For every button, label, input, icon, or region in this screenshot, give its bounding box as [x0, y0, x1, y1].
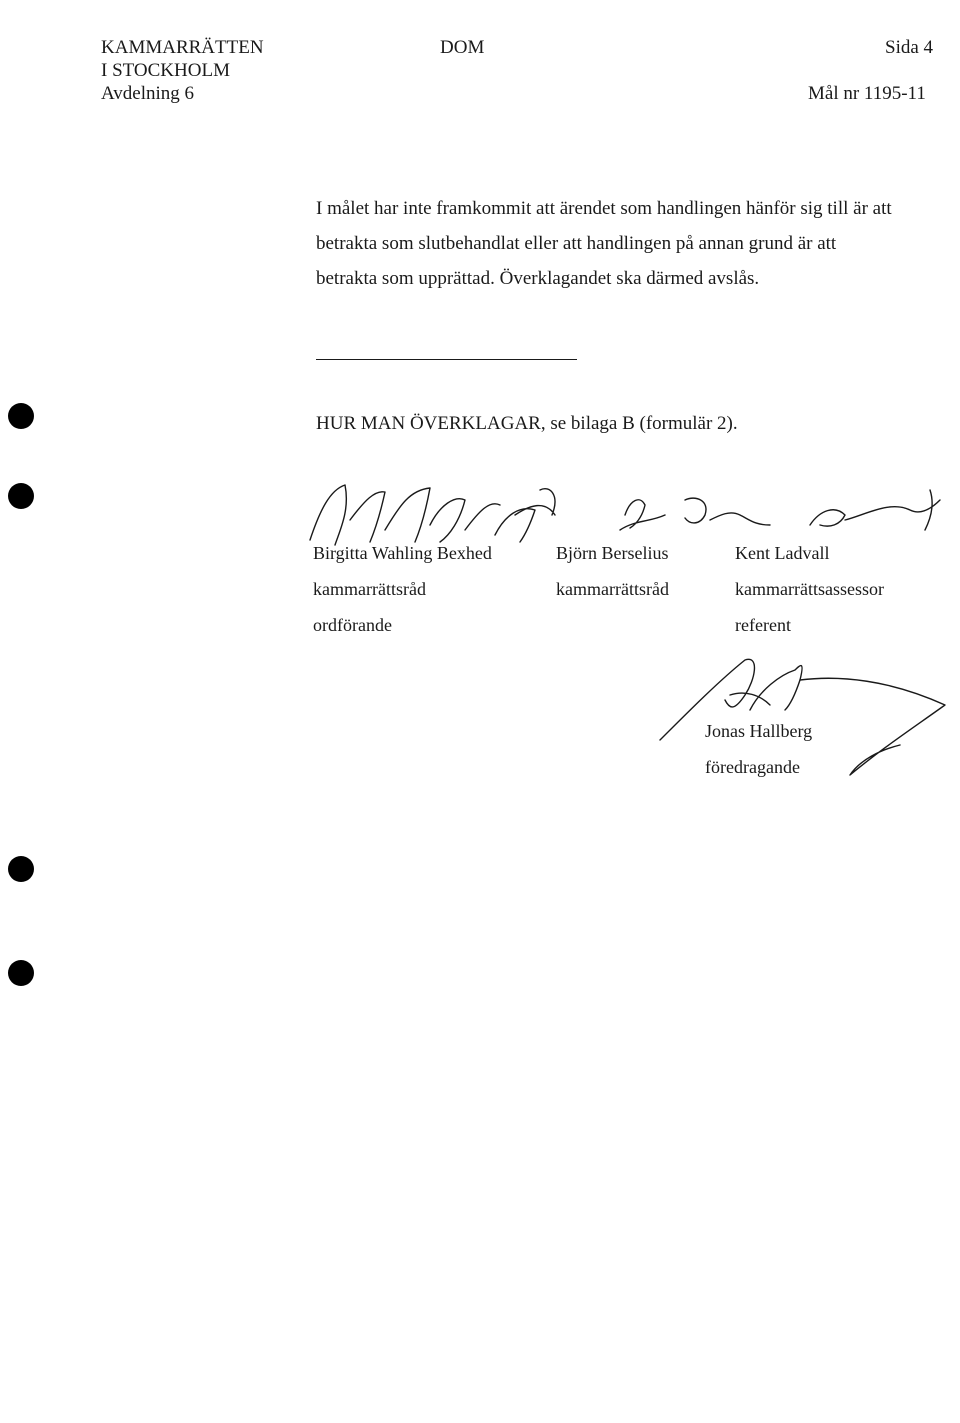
signatory-role: ordförande: [313, 615, 392, 635]
court-name-line1: KAMMARRÄTTEN: [101, 37, 264, 58]
punch-hole: [8, 403, 34, 429]
signatory-title: kammarrättsassessor: [735, 579, 884, 599]
paragraph-line: I målet har inte framkommit att ärendet som handlingen hänför sig till är att: [316, 198, 892, 219]
case-number: Mål nr 1195-11: [808, 83, 926, 104]
punch-hole: [8, 856, 34, 882]
signatory-title: kammarrättsråd: [556, 579, 669, 599]
appeal-instructions: HUR MAN ÖVERKLAGAR, se bilaga B (formulär 2).: [316, 413, 738, 434]
separator-line: [316, 359, 577, 360]
document-type: DOM: [440, 37, 485, 58]
signatory-name: Björn Berselius: [556, 543, 669, 563]
page-number: Sida 4: [885, 37, 934, 58]
signatory-role: referent: [735, 615, 791, 635]
rapporteur-signature: [650, 650, 950, 790]
signatory-title: kammarrättsråd: [313, 579, 426, 599]
punch-hole: [8, 960, 34, 986]
court-name-line2: I STOCKHOLM: [101, 60, 230, 81]
punch-hole: [8, 483, 34, 509]
paragraph-line: betrakta som upprättad. Överklagandet ska därmed avslås.: [316, 268, 760, 289]
paragraph-line: betrakta som slutbehandlat eller att handlingen på annan grund är att: [316, 233, 837, 254]
rapporteur-name: Jonas Hallberg: [705, 721, 813, 741]
department: Avdelning 6: [101, 83, 195, 104]
rapporteur-title: föredragande: [705, 757, 800, 777]
signatory-name: Kent Ladvall: [735, 543, 830, 563]
signatory-name: Birgitta Wahling Bexhed: [313, 543, 492, 563]
